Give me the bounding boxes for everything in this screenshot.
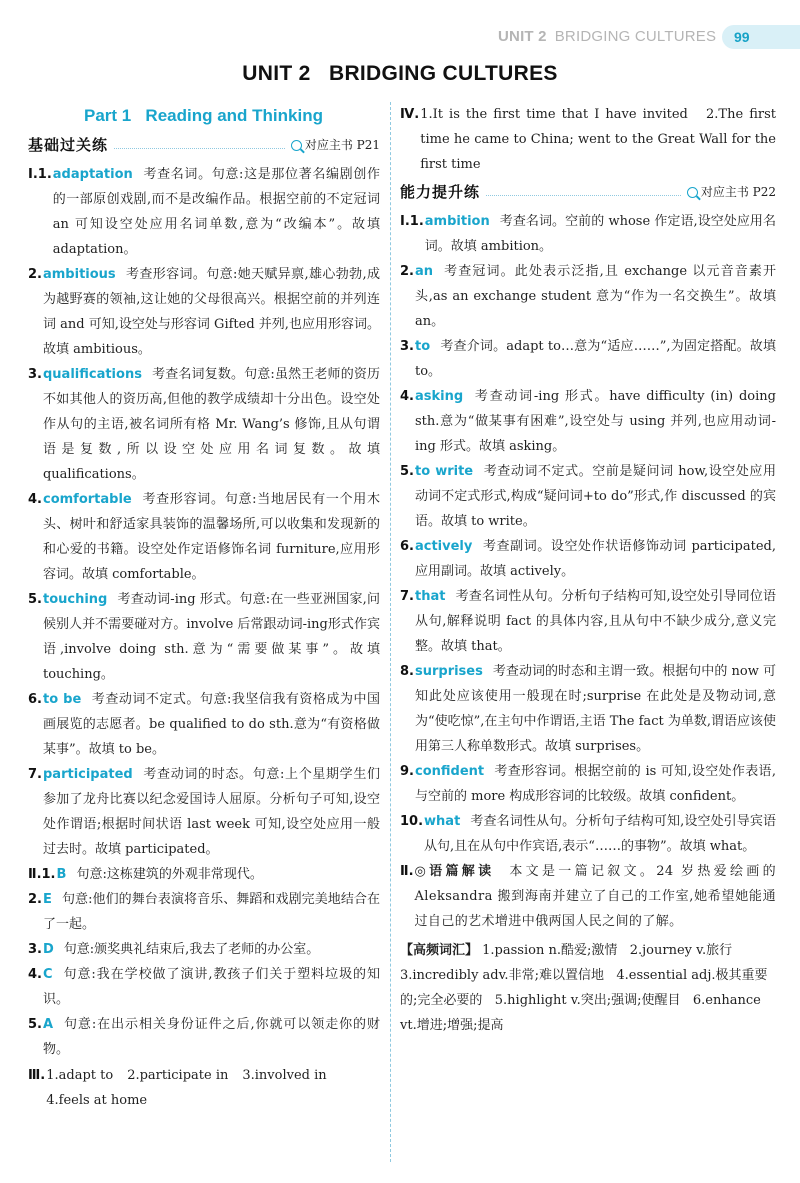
exercise-item <box>28 887 380 937</box>
item-number: 3. <box>28 942 42 957</box>
item-number: Ⅱ.1. <box>28 867 56 882</box>
exercise-group-1 <box>28 162 380 862</box>
group-label: Ⅱ. <box>400 864 414 879</box>
answer-word: C <box>42 967 53 982</box>
item-number: 2. <box>28 892 42 907</box>
answer-word: A <box>42 1017 54 1032</box>
vocab-tag: 【高频词汇】 <box>400 943 479 958</box>
search-icon <box>687 187 698 198</box>
reading-text: 本文是一篇记叙文。24 岁热爱绘画的 Aleksandra 搬到海南并建立了自己的工作室,她希望她能通过自己的艺术增进中俄两国人民之间的了解。 <box>414 864 776 929</box>
running-header <box>498 28 716 45</box>
group-label: Ⅲ. <box>28 1068 46 1083</box>
reading-analysis <box>400 859 776 934</box>
reading-tag: ◎语篇解读 <box>414 864 495 879</box>
answer-word: what <box>424 814 461 829</box>
answer-word: that <box>414 589 446 604</box>
explanation-text: 考查冠词。此处表示泛指,且 exchange 以元音音素开头,as an exchange student 意为“作为一名交换生”。故填 an。 <box>414 264 776 329</box>
explanation-text: 考查动词不定式。空前是疑问词 how,设空处应用动词不定式形式,构成“疑问词+to do”形式,作 discussed 的宾语。故填 to write。 <box>414 464 776 529</box>
item-number: 4. <box>28 492 42 507</box>
explanation-text: 句意:我在学校做了演讲,教孩子们关于塑料垃圾的知识。 <box>42 967 380 1007</box>
answer-word: B <box>56 867 67 882</box>
exercise-item <box>28 937 380 962</box>
group-label: Ⅳ. <box>400 107 420 122</box>
explanation-text: 考查名词。句意:这是那位著名编剧创作的一部原创戏剧,而不是改编作品。根据空前的不定冠词 an 可知设空处应用名词单数,意为“改编本”。故填 adaptation。 <box>52 167 380 257</box>
exercise-item <box>28 962 380 1012</box>
exercise-item <box>400 584 776 659</box>
answer-word: asking <box>414 389 464 404</box>
column-divider <box>390 102 391 1162</box>
exercise-item <box>28 1012 380 1062</box>
section-title: 能力提升练 <box>400 183 481 201</box>
item-number: 5. <box>28 1017 42 1032</box>
explanation-text: 考查动词-ing 形式。have difficulty (in) doing sth.意为“做某事有困难”,设空处与 using 并列,也应用动词-ing 形式。故填 asking。 <box>414 389 776 454</box>
exercise-item <box>400 534 776 584</box>
exercise-item <box>400 659 776 759</box>
answer-word: to write <box>414 464 474 479</box>
search-icon <box>291 140 302 151</box>
explanation-text: 考查名词性从句。分析句子结构可知,设空处引导同位语从句,解释说明 fact 的具体内容,且从句中不缺少成分,意义完整。故填 that。 <box>414 589 776 654</box>
exercise-item <box>28 262 380 362</box>
answer-word: to <box>414 339 431 354</box>
answer-word: confident <box>414 764 485 779</box>
answer-phrase: 1.adapt to <box>46 1068 114 1083</box>
explanation-text: 考查名词复数。句意:虽然王老师的资历不如其他人的资历高,但他的教学成绩却十分出色。设空处作从句的主语,被名词所有格 Mr. Wang’s 修饰,且从句谓语是复数,所以设空处应用名词复数。故填 qualifications。 <box>42 367 380 482</box>
answer-word: actively <box>414 539 473 554</box>
explanation-text: 考查介词。adapt to…意为“适应……”,为固定搭配。故填 to。 <box>414 339 776 379</box>
answer-word: qualifications <box>42 367 142 382</box>
answer-word: an <box>414 264 434 279</box>
explanation-text: 考查动词的时态和主谓一致。根据句中的 now 可知此处应该使用一般现在时;surprise 在此处是及物动词,意为“使吃惊”,在主句中作谓语,主语 The fact 为单数,谓语应该使用第三人称单数形式。故填 surprises。 <box>414 664 776 754</box>
exercise-item <box>400 384 776 459</box>
answer-word: ambitious <box>42 267 116 282</box>
right-column <box>400 102 781 1038</box>
answer-word: participated <box>42 767 133 782</box>
item-number: 7. <box>28 767 42 782</box>
answer-word: to be <box>42 692 82 707</box>
explanation-text: 句意:在出示相关身份证件之后,你就可以领走你的财物。 <box>42 1017 380 1057</box>
answer-word: comfortable <box>42 492 132 507</box>
item-number: 10. <box>400 814 424 829</box>
explanation-text: 考查动词的时态。句意:上个星期学生们参加了龙舟比赛以纪念爱国诗人屈原。分析句子可知,设空处作谓语;根据时间状语 last week 可知,设空处应用一般过去时。故填 participated。 <box>42 767 380 857</box>
item-number: 8. <box>400 664 414 679</box>
header-unit-name: BRIDGING CULTURES <box>554 28 717 45</box>
exercise-item <box>28 162 380 262</box>
item-number: 5. <box>400 464 414 479</box>
page-number: 99 <box>722 25 800 49</box>
exercise-item <box>28 587 380 687</box>
item-number: 3. <box>28 367 42 382</box>
exercise-group-3 <box>28 1063 380 1113</box>
item-number: 5. <box>28 592 42 607</box>
item-number: 2. <box>400 264 414 279</box>
answer-list <box>46 1063 380 1113</box>
exercise-item <box>28 862 380 887</box>
answer-word: ambition <box>424 214 490 229</box>
answer-phrase: 3.involved in <box>242 1068 327 1083</box>
answer-word: E <box>42 892 52 907</box>
section-header-basic <box>28 132 380 159</box>
exercise-item <box>400 459 776 534</box>
item-number: 2. <box>28 267 42 282</box>
explanation-text: 考查名词性从句。分析句子结构可知,设空处引导宾语从句,且在从句中作宾语,表示“……的事物”。故填 what。 <box>424 814 776 854</box>
explanation-text: 考查形容词。根据空前的 is 可知,设空处作表语,与空前的 more 构成形容词的比较级。故填 confident。 <box>414 764 776 804</box>
item-number: Ⅰ.1. <box>400 214 424 229</box>
answer-word: D <box>42 942 54 957</box>
item-number: 7. <box>400 589 414 604</box>
exercise-item <box>28 687 380 762</box>
answer-phrase: 2.participate in <box>127 1068 229 1083</box>
answer-word: adaptation <box>52 167 133 182</box>
item-number: 6. <box>400 539 414 554</box>
explanation-text: 考查名词。空前的 whose 作定语,设空处应用名词。故填 ambition。 <box>424 214 776 254</box>
exercise-group-4 <box>400 102 781 177</box>
explanation-text: 句意:颁奖典礼结束后,我去了老师的办公室。 <box>63 942 320 957</box>
left-column <box>28 102 380 1113</box>
exercise-item <box>28 487 380 587</box>
exercise-item <box>400 809 776 859</box>
explanation-text: 考查动词不定式。句意:我坚信我有资格成为中国画展览的志愿者。be qualified to do sth.意为“有资格做某事”。故填 to be。 <box>42 692 380 757</box>
section-title: 基础过关练 <box>28 136 109 154</box>
exercise-item <box>28 762 380 862</box>
group-answers: 1.It is the first time that I have invited 2.The first time he came to China; went to the Great Wall for the first time <box>420 107 781 172</box>
answer-word: touching <box>42 592 108 607</box>
section-reference: 对应主书 P22 <box>687 180 776 205</box>
explanation-text: 考查形容词。句意:她天赋异禀,雄心勃勃,成为越野赛的领袖,这让她的父母很高兴。根据空前的并列连词 and 可知,设空处与形容词 Gifted 并列,也应用形容词。故填 ambitious。 <box>42 267 380 357</box>
exercise-item <box>400 259 776 334</box>
exercise-group-2 <box>28 862 380 1062</box>
vocab-text: 1.passion n.酷爱;激情 2.journey v.旅行 3.incredibly adv.非常;难以置信地 4.essential adj.极其重要的;完全必要的 5.highlight v.突出;强调;使醒目 6.enhance vt.增进;增强;提高 <box>400 943 768 1033</box>
explanation-text: 考查副词。设空处作状语修饰动词 participated,应用副词。故填 actively。 <box>414 539 776 579</box>
answer-word: surprises <box>414 664 483 679</box>
item-number: 4. <box>400 389 414 404</box>
explanation-text: 考查形容词。句意:当地居民有一个用木头、树叶和舒适家具装饰的温馨场所,可以收集和发现新的和心爱的书籍。设空处作定语修饰名词 furniture,应用形容词。故填 comfortable。 <box>42 492 380 582</box>
exercise-item <box>28 362 380 487</box>
item-number: Ⅰ.1. <box>28 167 52 182</box>
part-title: Part 1 Reading and Thinking <box>84 106 323 125</box>
section-reference: 对应主书 P21 <box>291 133 380 158</box>
exercise-item <box>400 759 776 809</box>
item-number: 6. <box>28 692 42 707</box>
exercise-group-1 <box>400 209 776 859</box>
vocabulary-box <box>400 938 776 1038</box>
explanation-text: 句意:他们的舞台表演将音乐、舞蹈和戏剧完美地结合在了一起。 <box>42 892 380 932</box>
section-divider <box>114 148 285 149</box>
page-title: UNIT 2 BRIDGING CULTURES <box>242 62 558 85</box>
exercise-item <box>400 209 776 259</box>
header-unit: UNIT 2 <box>498 28 547 45</box>
item-number: 9. <box>400 764 414 779</box>
section-divider <box>486 195 681 196</box>
explanation-text: 考查动词-ing 形式。句意:在一些亚洲国家,问候别人并不需要碰对方。involve 后常跟动词-ing形式作宾语,involve doing sth.意为“需要做某事”。故填 touching。 <box>42 592 380 682</box>
item-number: 4. <box>28 967 42 982</box>
answer-phrase: 4.feels at home <box>46 1093 148 1108</box>
section-header-advanced <box>400 179 776 206</box>
explanation-text: 句意:这栋建筑的外观非常现代。 <box>76 867 263 882</box>
item-number: 3. <box>400 339 414 354</box>
exercise-item <box>400 334 776 384</box>
